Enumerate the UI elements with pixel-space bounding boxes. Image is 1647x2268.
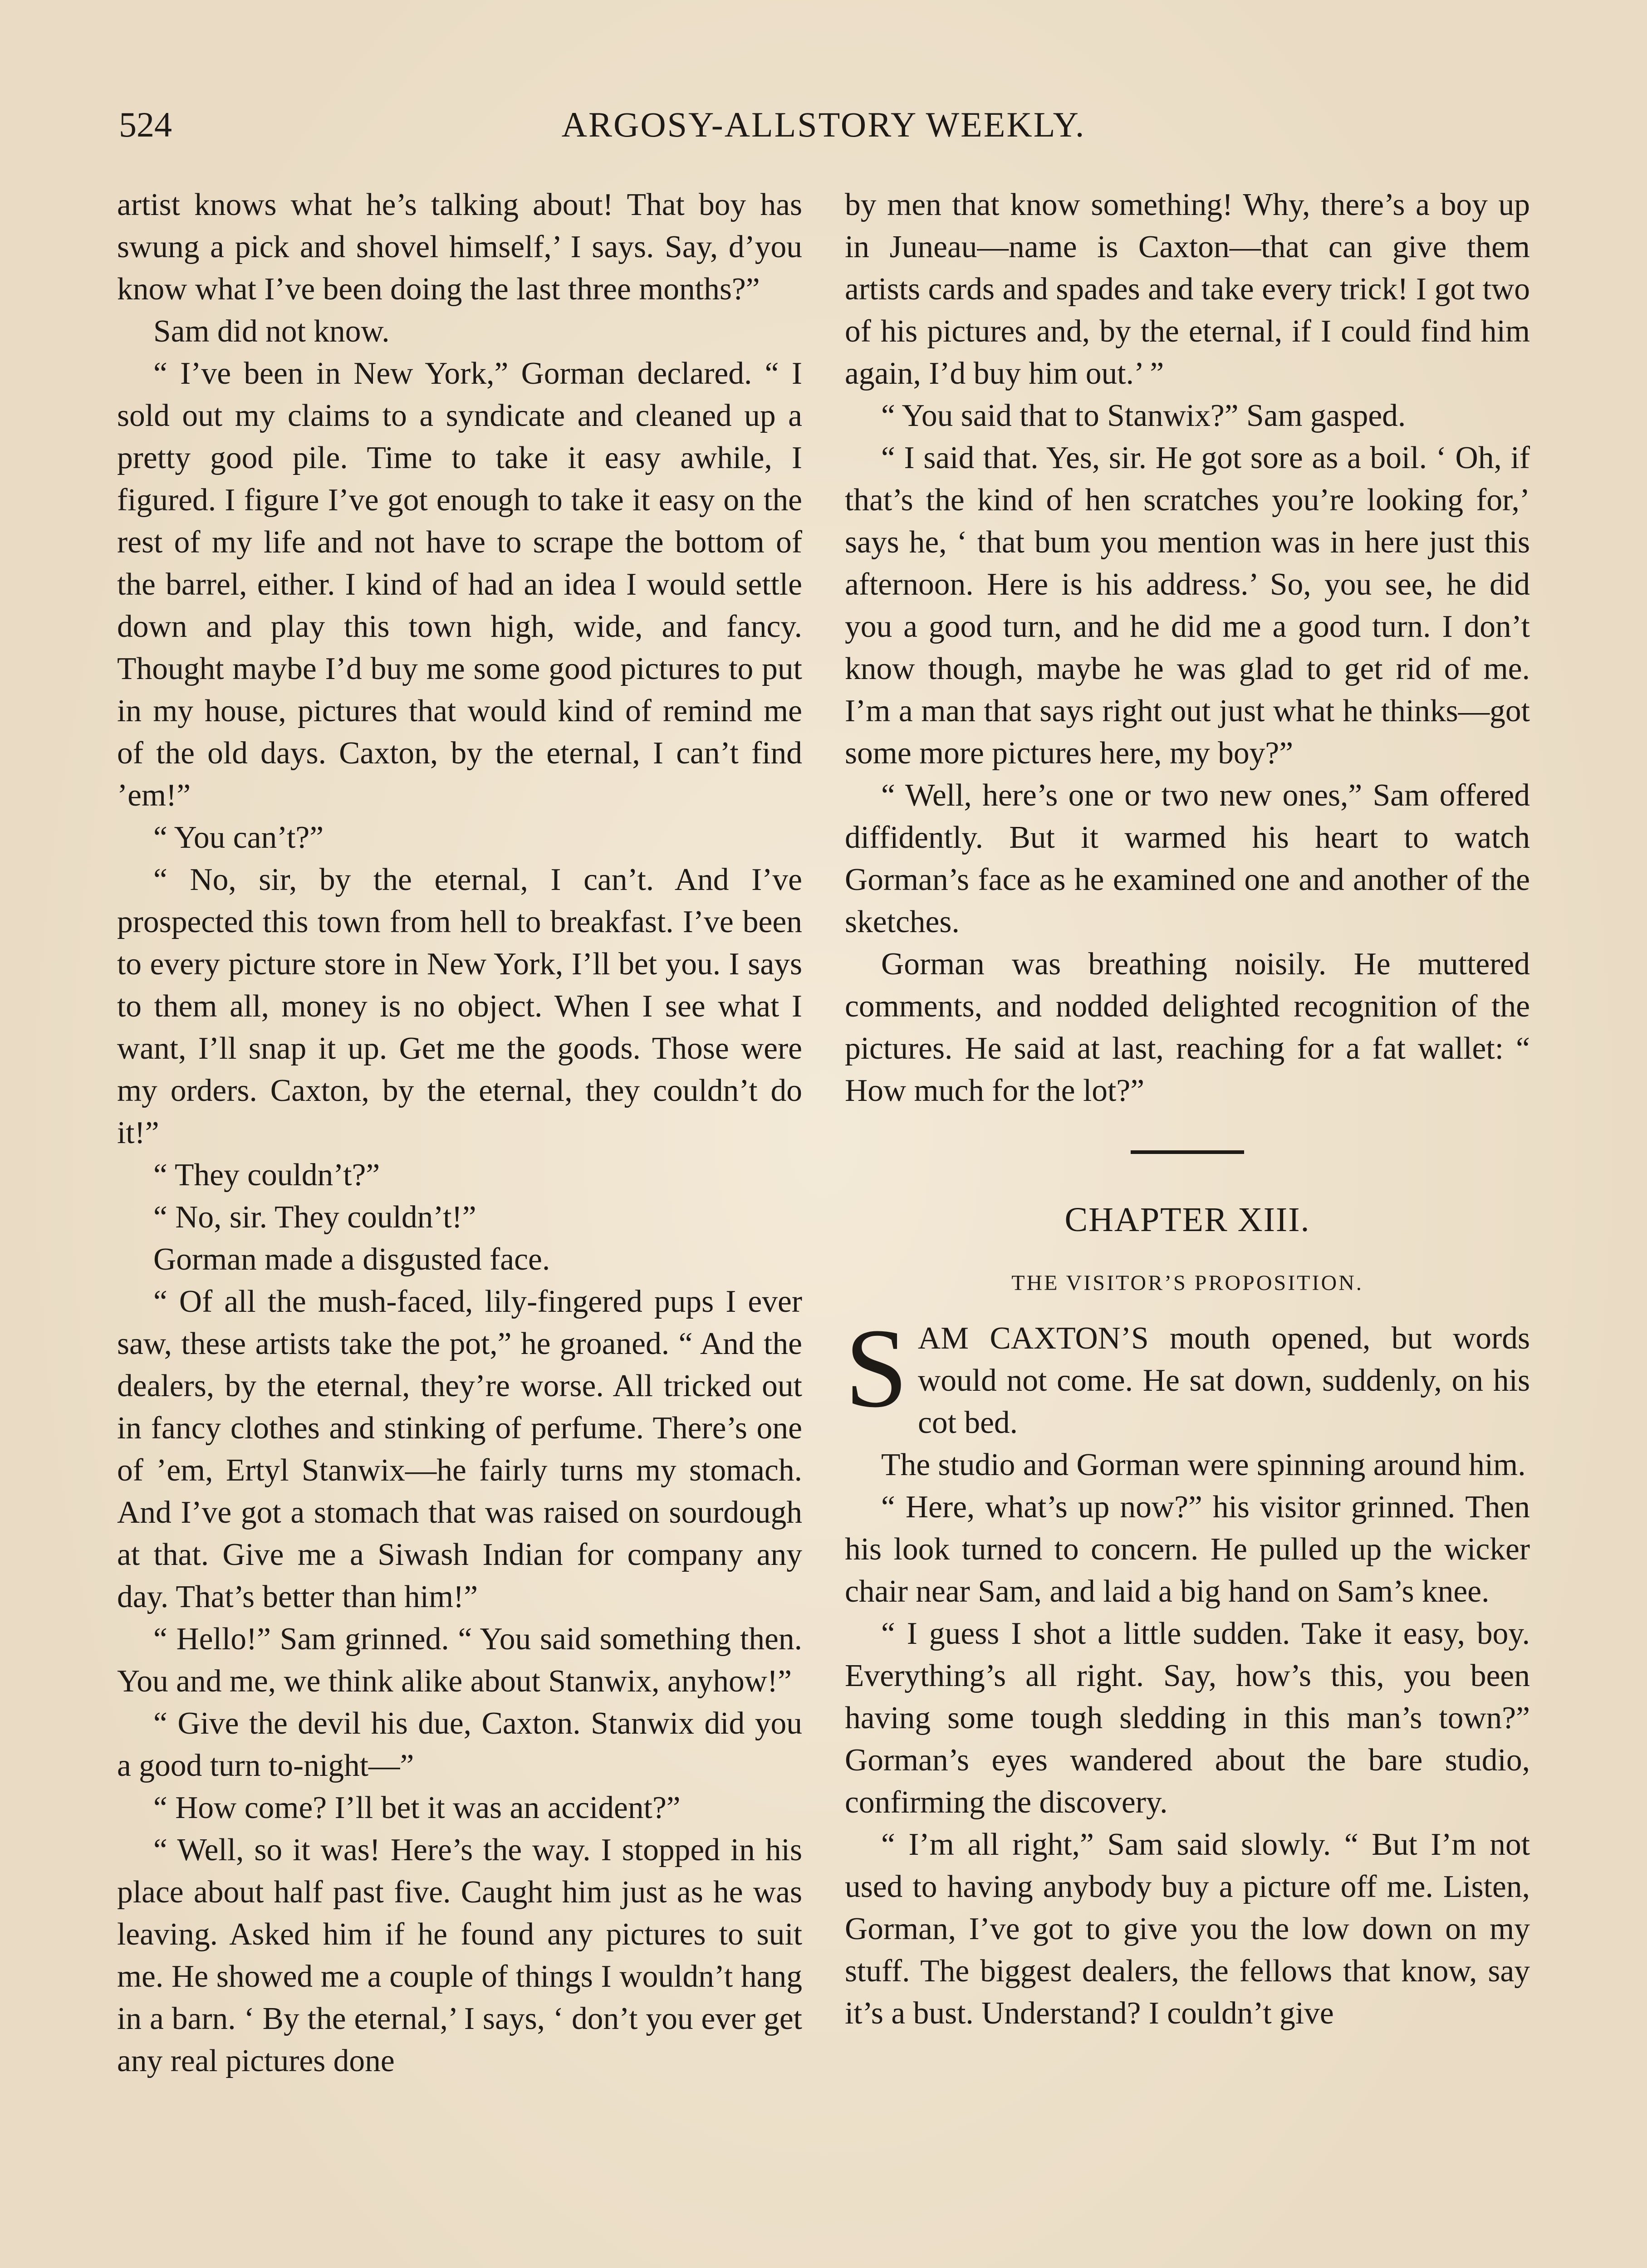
paragraph: artist knows what he’s talking about! That boy has swung a pick and shovel himself,’ I says. Say, d’you know what I’ve been doing the last three months?”: [117, 187, 802, 307]
paragraph: “ They couldn’t?”: [153, 1158, 380, 1193]
paragraph: “ Here, what’s up now?” his visitor grinned. Then his look turned to concern. He pulled up the wicker chair near Sam, and laid a big hand on Sam’s knee.: [845, 1490, 1530, 1609]
paragraph: “ I said that. Yes, sir. He got sore as a boil. ‘ Oh, if that’s the kind of hen scratches you’re looking for,’ says he, ‘ that bum you mention was in here just this afternoon. Here is his address.’ So, you see, he did you a good turn, and he did me a good turn. I don’t know though, maybe he was glad to get rid of me. I’m a man that says right out just what he thinks—got some more pictures here, my boy?”: [845, 440, 1530, 771]
paragraph: Sam did not know.: [153, 314, 390, 349]
section-divider: [1131, 1150, 1244, 1154]
paragraph: “ Well, here’s one or two new ones,” Sam offered diffidently. But it warmed his heart to watch Gorman’s face as he examined one and another of the sketches.: [845, 778, 1530, 939]
page-number: 524: [119, 105, 172, 144]
chapter-opening-paragraph: [845, 1305, 1530, 1444]
paragraph: “ I’ve been in New York,” Gorman declared. “ I sold out my claims to a syndicate and cleaned up a pretty good pile. Time to take it easy awhile, I figured. I figure I’ve got enough to take it easy on the rest of my life and not have to scrape the bottom of the barrel, either. I kind of had an idea I would settle down and play this town high, wide, and fancy. Thought maybe I’d buy me some good pictures to put in my house, pictures that would kind of remind me of the old days. Caxton, by the eternal, I can’t find ’em!”: [117, 356, 802, 813]
paragraph: “ Well, so it was! Here’s the way. I stopped in his place about half past five. Caught him just as he was leaving. Asked him if he found any pictures to suit me. He showed me a couple of things I wouldn’t hang in a barn. ‘ By the eternal,’ I says, ‘ don’t you ever get any real pictures done: [117, 1833, 802, 2078]
paragraph: “ I’m all right,” Sam said slowly. “ But I’m not used to having anybody buy a picture off me. Listen, Gorman, I’ve got to give you the low down on my stuff. The biggest dealers, the fellows that know, say it’s a bust. Understand? I couldn’t give: [845, 1827, 1530, 2031]
chapter-subtitle: THE VISITOR’S PROPOSITION.: [1011, 1271, 1363, 1295]
paragraph: Gorman made a disgusted face.: [153, 1242, 550, 1277]
drop-cap: S: [845, 1305, 908, 1431]
paragraph: The studio and Gorman were spinning around him.: [881, 1447, 1526, 1482]
paragraph: “ Of all the mush-faced, lily-fingered pups I ever saw, these artists take the pot,” he groaned. “ And the dealers, by the eternal, they’re worse. All tricked out in fancy clothes and stinking of perfume. There’s one of ’em, Ertyl Stanwix—he fairly turns my stomach. And I’ve got a stomach that was raised on sourdough at that. Give me a Siwash Indian for company any day. That’s better than him!”: [117, 1284, 802, 1614]
paragraph: “ You said that to Stanwix?” Sam gasped.: [881, 398, 1406, 433]
paragraph: “ No, sir. They couldn’t!”: [153, 1200, 476, 1235]
paragraph: “ How come? I’ll bet it was an accident?”: [153, 1790, 681, 1825]
opening-text: AM CAXTON’S mouth opened, but words would not come. He sat down, suddenly, on his cot bed.: [918, 1321, 1530, 1440]
running-head: ARGOSY-ALLSTORY WEEKLY.: [561, 105, 1086, 144]
paragraph: “ Give the devil his due, Caxton. Stanwix did you a good turn to-night—”: [117, 1706, 802, 1783]
paragraph: “ Hello!” Sam grinned. “ You said something then. You and me, we think alike about Stanwix, anyhow!”: [117, 1622, 802, 1699]
paragraph: by men that know something! Why, there’s a boy up in Juneau—name is Caxton—that can give them artists cards and spades and take every trick! I got two of his pictures and, by the eternal, if I could find him again, I’d buy him out.’ ”: [845, 187, 1530, 391]
right-column: [845, 184, 1530, 2034]
left-column: [117, 184, 802, 2082]
paragraph: “ I guess I shot a little sudden. Take it easy, boy. Everything’s all right. Say, how’s this, you been having some tough sledding in this man’s town?” Gorman’s eyes wandered about the bare studio, confirming the discovery.: [845, 1616, 1530, 1820]
paragraph: “ You can’t?”: [153, 820, 324, 855]
paragraph: Gorman was breathing noisily. He muttered comments, and nodded delighted recognition of the pictures. He said at last, reaching for a fat wallet: “ How much for the lot?”: [845, 947, 1530, 1108]
paragraph: “ No, sir, by the eternal, I can’t. And I’ve prospected this town from hell to breakfast. I’ve been to every picture store in New York, I’ll bet you. I says to them all, money is no object. When I see what I want, I’ll snap it up. Get me the goods. Those were my orders. Caxton, by the eternal, they couldn’t do it!”: [117, 862, 802, 1150]
page-header: [119, 98, 1528, 152]
chapter-title: CHAPTER XIII.: [1064, 1201, 1310, 1239]
